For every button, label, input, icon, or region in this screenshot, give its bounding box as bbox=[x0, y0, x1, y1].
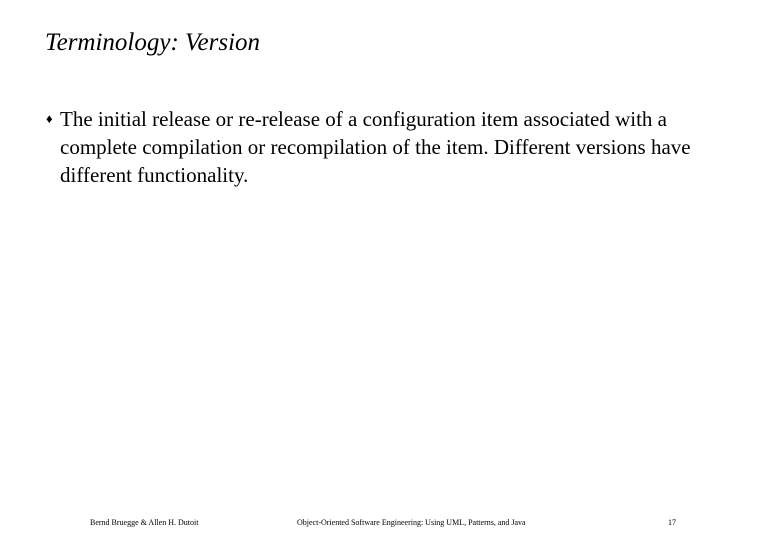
bullet-list bbox=[46, 105, 726, 189]
bullet-item bbox=[46, 105, 726, 189]
bullet-text: The initial release or re-release of a configuration item associated with a complete compilation or recompilation of the item. Different versions have different functionality. bbox=[60, 107, 691, 187]
page-number: 17 bbox=[668, 518, 676, 527]
slide-title: Terminology: Version bbox=[45, 29, 261, 56]
diamond-bullet-icon: ♦ bbox=[46, 111, 53, 126]
footer-book-title: Object-Oriented Software Engineering: Using UML, Patterns, and Java bbox=[297, 518, 526, 527]
footer-authors: Bernd Bruegge & Allen H. Dutoit bbox=[90, 518, 199, 527]
